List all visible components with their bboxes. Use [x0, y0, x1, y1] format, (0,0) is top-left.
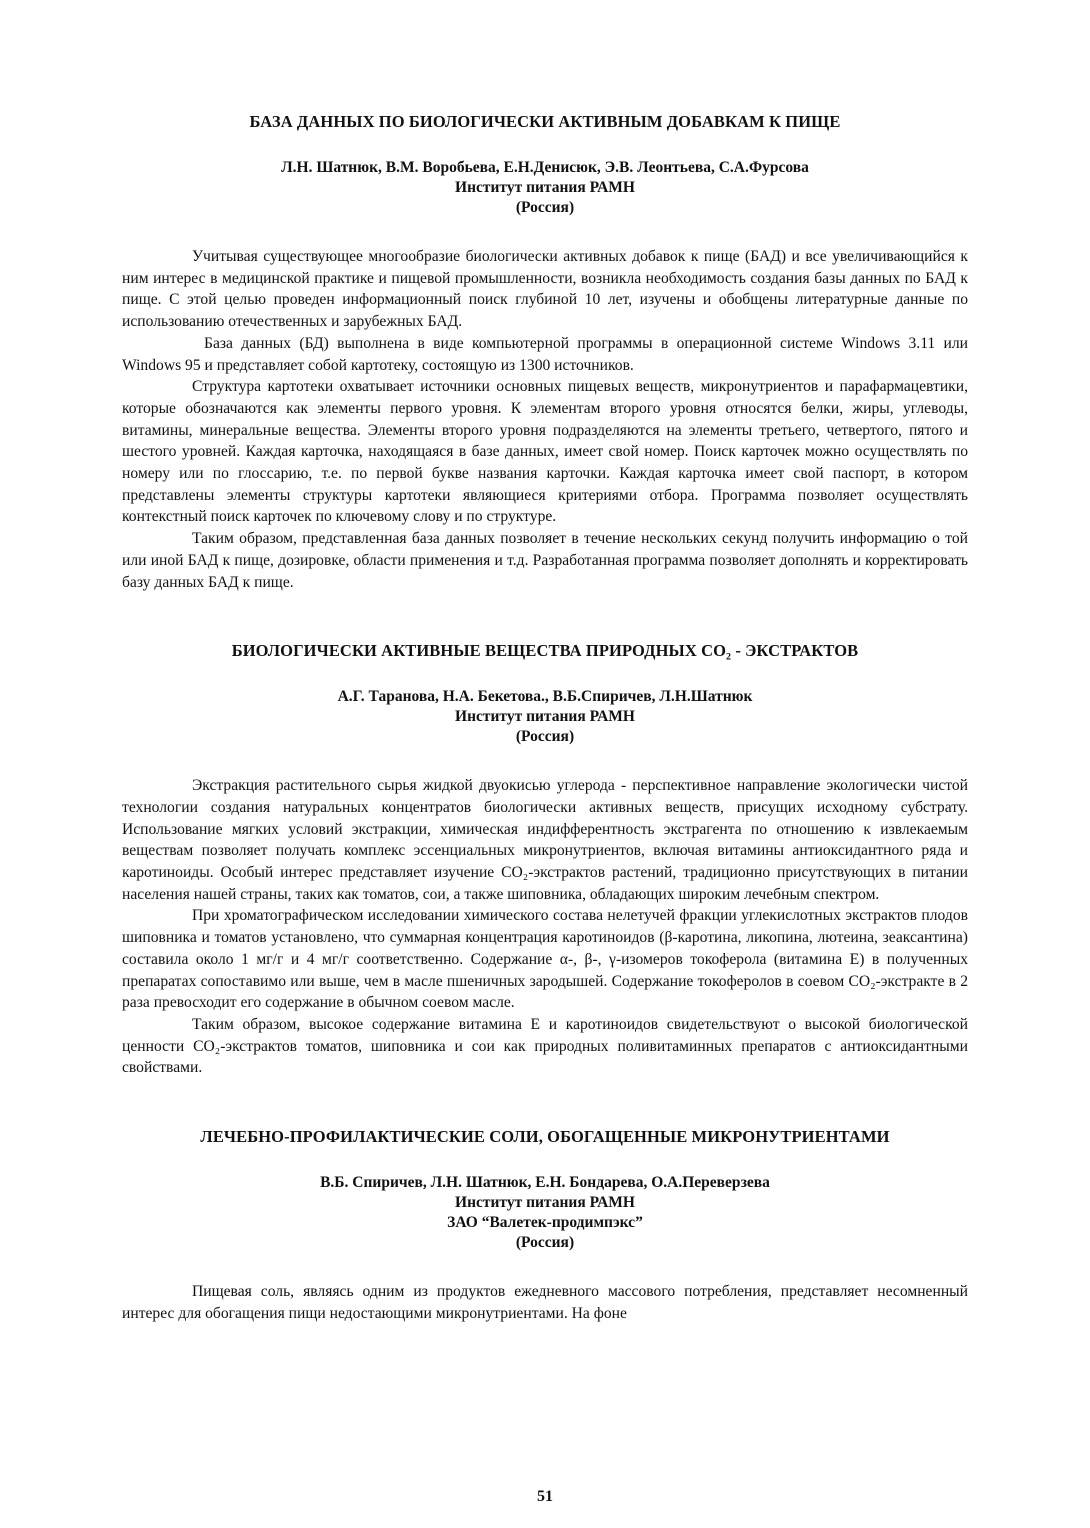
authors: А.Г. Таранова, Н.А. Бекетова., В.Б.Спиричев, Л.Н.Шатнюк	[337, 688, 753, 706]
paragraph: Экстракция растительного сырья жидкой двуокисью углерода - перспективное направление экологически чистой технологии создания натуральных концентратов биологически активных веществ, присущих исходному субстрату. Использование мягких условий экстракции, химическая индифферентность экстрагента по отношению к извлекаемым веществам позволяет получать комплекс эссенциальных микронутриентов, включая витамины антиоксидантного ряда и каротиноиды. Особый интерес представляет изучение CO₂-экстрактов растений, традиционно присутствующих в питании населения нашей страны, таких как томатов, сои, а также шиповника, обладающих широким лечебным спектром.	[122, 777, 968, 903]
paragraph: Пищевая соль, являясь одним из продуктов ежедневного массового потребления, представляет несомненный интерес для обогащения пищи недостающими микронутриентами. На фоне	[122, 1283, 968, 1322]
article-3	[122, 1127, 968, 1324]
article-title: БАЗА ДАННЫХ ПО БИОЛОГИЧЕСКИ АКТИВНЫМ ДОБАВКАМ К ПИЩЕ	[249, 112, 841, 131]
article-body	[122, 1281, 968, 1324]
page-number: 51	[537, 1488, 553, 1505]
article-byline	[122, 687, 968, 747]
authors: В.Б. Спиричев, Л.Н. Шатнюк, Е.Н. Бондарева, О.А.Переверзева	[320, 1174, 770, 1192]
article-body	[122, 246, 968, 593]
paragraph: Учитывая существующее многообразие биологически активных добавок к пище (БАД) и все увеличивающийся к ним интерес в медицинской практике и пищевой промышленности, возникла необходимость создания базы данных по БАД к пище. С этой целью проведен информационный поиск глубиной 10 лет, изучены и обобщены литературные данные по использованию отечественных и зарубежных БАД.	[122, 248, 968, 331]
country: (Россия)	[515, 1234, 575, 1252]
country: (Россия)	[515, 728, 575, 746]
section-spacer	[122, 593, 968, 641]
article-2	[122, 641, 968, 1079]
article-1	[122, 112, 968, 593]
affiliation: Институт питания РАМН	[455, 1194, 635, 1212]
article-body	[122, 775, 968, 1079]
affiliation: ЗАО “Валетек-продимпэкс”	[447, 1214, 643, 1232]
paragraph: Таким образом, высокое содержание витамина Е и каротиноидов свидетельствуют о высокой биологической ценности CO₂-экстрактов томатов, шиповника и сои как природных поливитаминных препаратов с антиоксидантными свойствами.	[122, 1015, 968, 1077]
paragraph: Структура картотеки охватывает источники основных пищевых веществ, микронутриентов и парафармацевтики, которые обозначаются как элементы первого уровня. К элементам второго уровня относятся белки, жиры, углеводы, витамины, минеральные вещества. Элементы второго уровня подразделяются на элементы третьего, четвертого, пятого и шестого уровней. Каждая карточка, находящаяся в базе данных, имеет свой номер. Поиск карточек можно осуществлять по номеру или по глоссарию, т.е. по первой букве названия карточки. Каждая карточка имеет свой паспорт, в котором представлены элементы структуры картотеки являющиеся критериями отбора. Программа позволяет осуществлять контекстный поиск карточек по ключевому слову и по структуре.	[122, 378, 968, 526]
article-title: БИОЛОГИЧЕСКИ АКТИВНЫЕ ВЕЩЕСТВА ПРИРОДНЫХ CO₂ - ЭКСТРАКТОВ	[231, 641, 859, 661]
authors: Л.Н. Шатнюк, В.М. Воробьева, Е.Н.Денисюк, Э.В. Леонтьева, С.А.Фурсова	[281, 159, 809, 176]
paragraph: При хроматографическом исследовании химического состава нелетучей фракции углекислотных экстрактов плодов шиповника и томатов установлено, что суммарная концентрация каротиноидов (β-каротина, ликопина, лютеина, зеаксантина) составила около 1 мг/г и 4 мг/г соответственно. Содержание α-, β-, γ-изомеров токоферола (витамина Е) в полученных препаратах сопоставимо или выше, чем в масле пшеничных зародышей. Содержание токоферолов в соевом CO₂-экстракте в 2 раза превосходит его содержание в обычном соевом масле.	[122, 907, 968, 1012]
affiliation: Институт питания РАМН	[455, 708, 635, 726]
paragraph: Таким образом, представленная база данных позволяет в течение нескольких секунд получить информацию о той или иной БАД к пище, дозировке, области применения и т.д. Разработанная программа позволяет дополнять и корректировать базу данных БАД к пище.	[122, 530, 968, 591]
article-byline	[122, 158, 968, 218]
section-spacer	[122, 1079, 968, 1127]
paragraph: База данных (БД) выполнена в виде компьютерной программы в операционной системе Windows 3.11 или Windows 95 и представляет собой картотеку, состоящую из 1300 источников.	[122, 334, 968, 374]
article-byline	[122, 1173, 968, 1253]
country: (Россия)	[515, 199, 575, 216]
affiliation: Институт питания РАМН	[455, 179, 635, 196]
article-title: ЛЕЧЕБНО-ПРОФИЛАКТИЧЕСКИЕ СОЛИ, ОБОГАЩЕННЫЕ МИКРОНУТРИЕНТАМИ	[200, 1127, 890, 1147]
